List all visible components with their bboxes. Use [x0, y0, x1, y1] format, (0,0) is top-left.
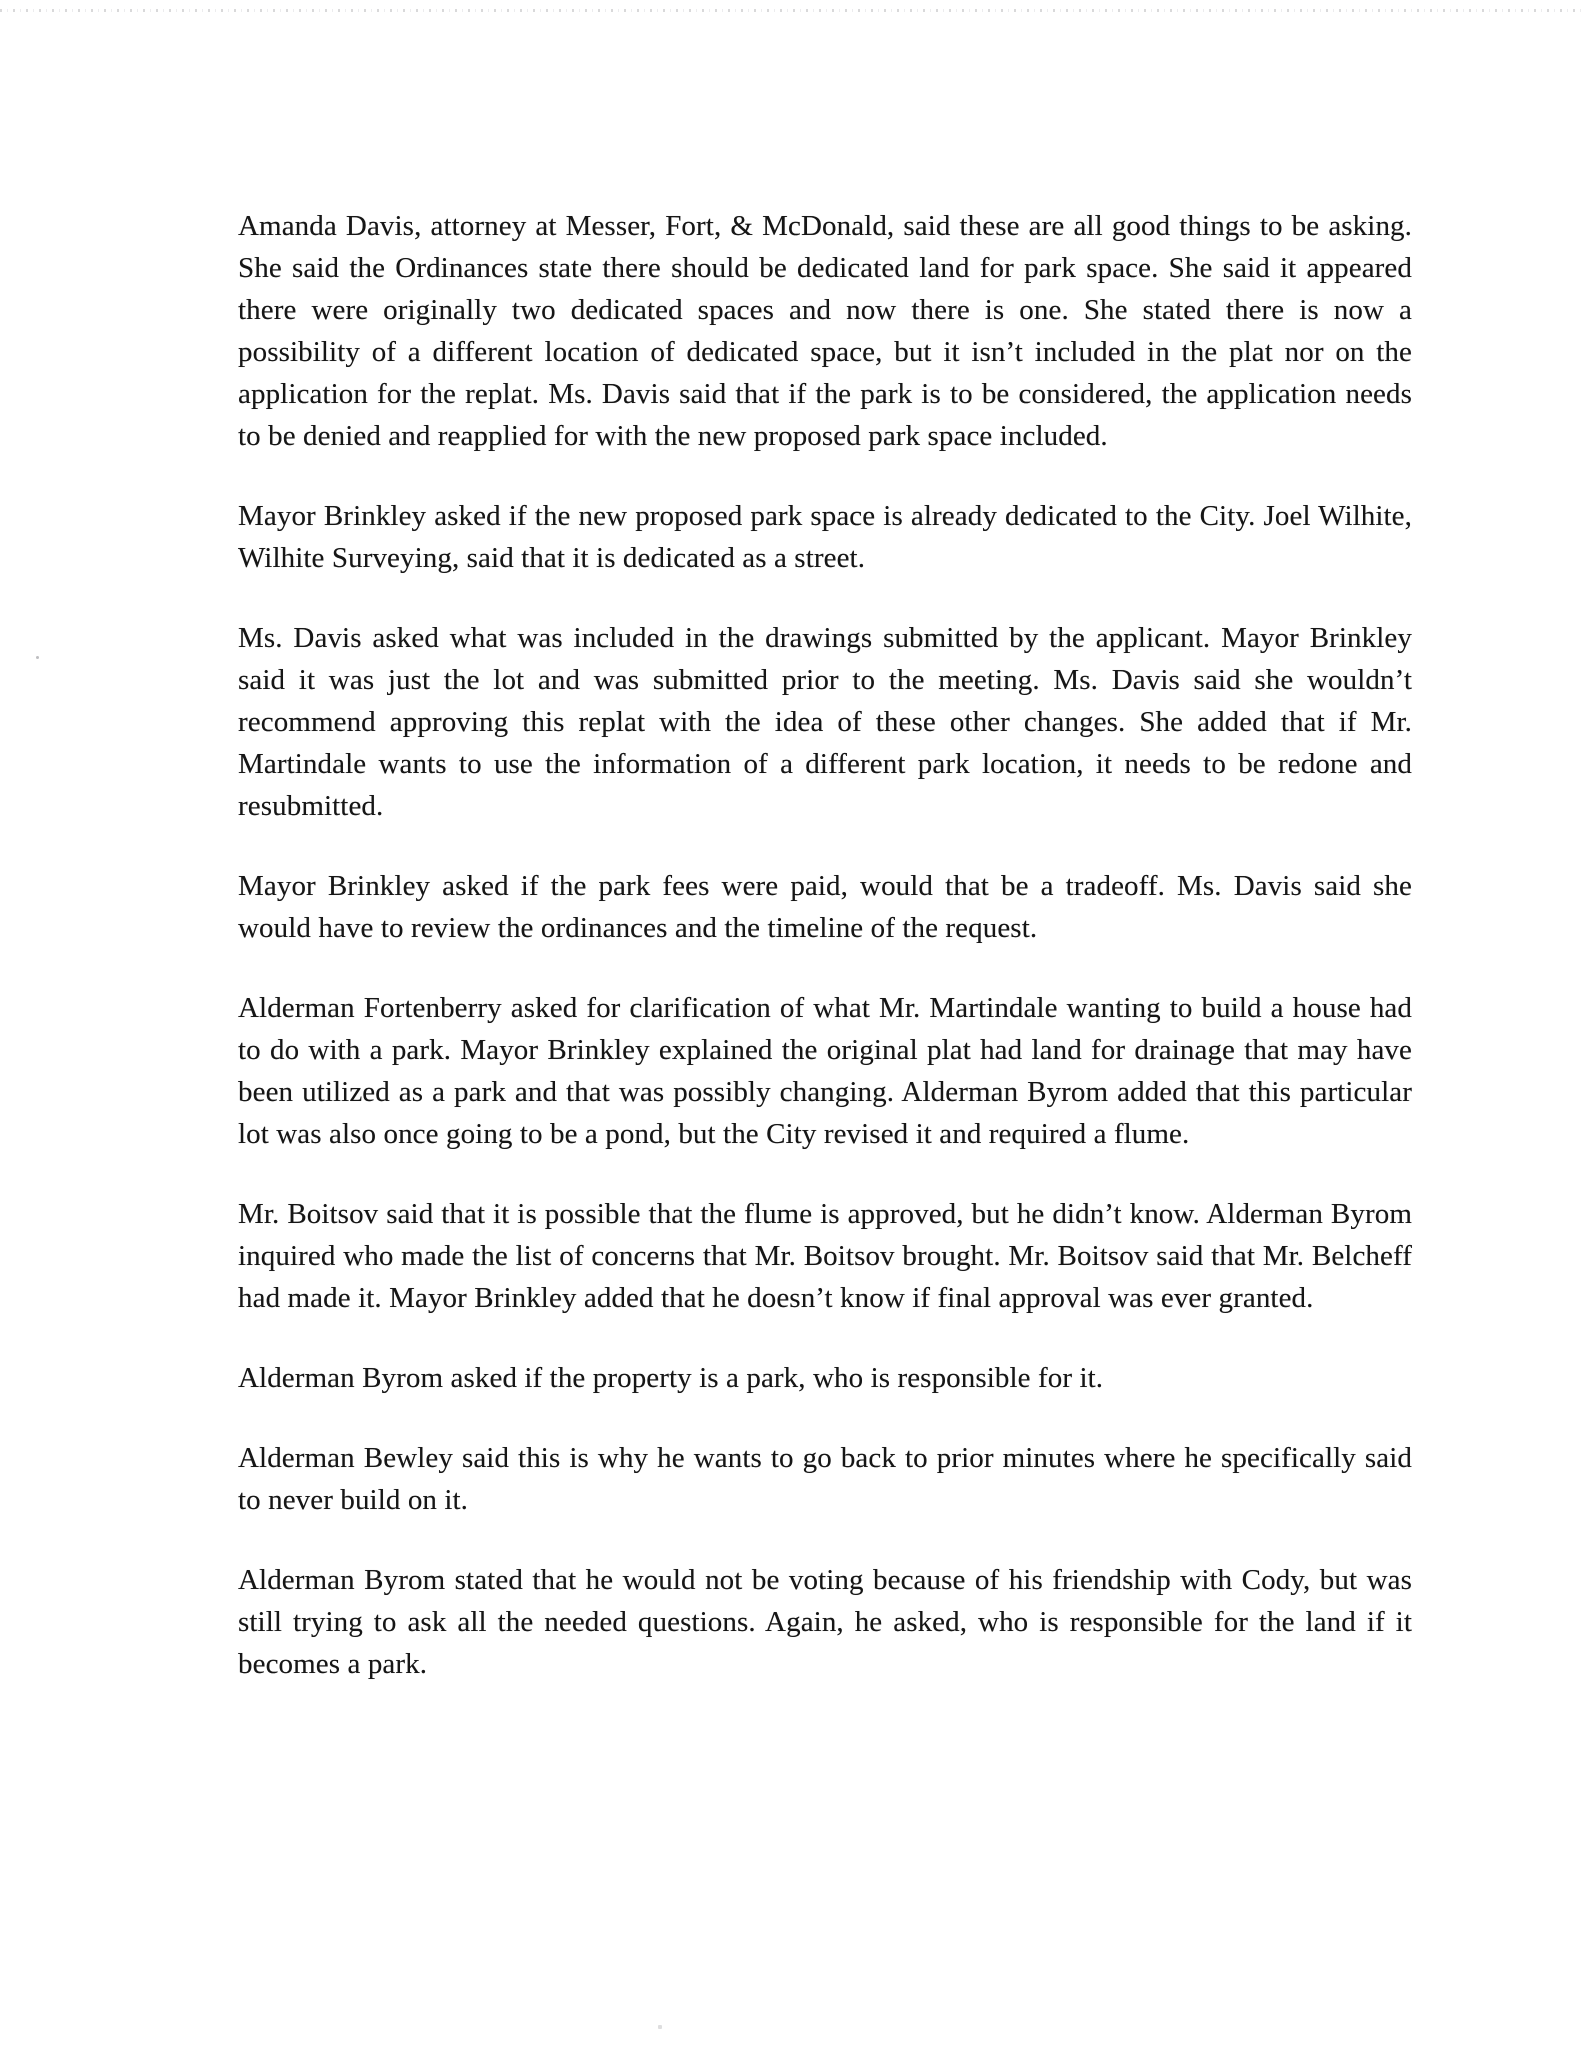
paragraph-byrom-responsibility-question: Alderman Byrom asked if the property is a park, who is responsible for it.: [238, 1362, 1104, 1394]
minutes-text-block: [238, 205, 1412, 1723]
paragraph-davis-drawings-resubmit: Ms. Davis asked what was included in the drawings submitted by the applicant. Mayor Brinkley said it was just the lot and was submitted prior to the meeting. Ms. Davis said she wouldn’t recommend approving this replat with the idea of these other changes. She added that if Mr. Martindale wants to use the information of a different park location, it needs to be redone and resubmitted.: [238, 622, 1412, 822]
paragraph-brinkley-park-fees: Mayor Brinkley asked if the park fees were paid, would that be a tradeoff. Ms. Davis said she would have to review the ordinances and the timeline of the request.: [238, 870, 1412, 944]
paragraph-brinkley-dedicated-street: Mayor Brinkley asked if the new proposed park space is already dedicated to the City. Joel Wilhite, Wilhite Surveying, said that it is dedicated as a street.: [238, 500, 1412, 574]
paragraph-amanda-davis-park-space: Amanda Davis, attorney at Messer, Fort, & McDonald, said these are all good things to be asking. She said the Ordinances state there should be dedicated land for park space. She said it appeared there were originally two dedicated spaces and now there is one. She stated there is now a possibility of a different location of dedicated space, but it isn’t included in the plat nor on the application for the replat. Ms. Davis said that if the park is to be considered, the application needs to be denied and reapplied for with the new proposed park space included.: [238, 210, 1412, 452]
paragraph-bewley-prior-minutes: Alderman Bewley said this is why he wants to go back to prior minutes where he specifically said to never build on it.: [238, 1442, 1412, 1516]
paragraph-boitsov-flume: Mr. Boitsov said that it is possible that the flume is approved, but he didn’t know. Alderman Byrom inquired who made the list of concerns that Mr. Boitsov brought. Mr. Boitsov said that Mr. Belcheff had made it. Mayor Brinkley added that he doesn’t know if final approval was ever granted.: [238, 1198, 1412, 1314]
paragraph-byrom-not-voting: Alderman Byrom stated that he would not be voting because of his friendship with Cody, but was still trying to ask all the needed questions. Again, he asked, who is responsible for the land if it becomes a park.: [238, 1564, 1412, 1680]
scan-speckle: [36, 656, 39, 659]
paragraph-fortenberry-clarification: Alderman Fortenberry asked for clarification of what Mr. Martindale wanting to build a house had to do with a park. Mayor Brinkley explained the original plat had land for drainage that may have been utilized as a park and that was possibly changing. Alderman Byrom added that this particular lot was also once going to be a pond, but the City revised it and required a flume.: [238, 992, 1412, 1150]
scan-noise-artifact: [0, 9, 1582, 12]
scan-speckle: [658, 2025, 662, 2029]
